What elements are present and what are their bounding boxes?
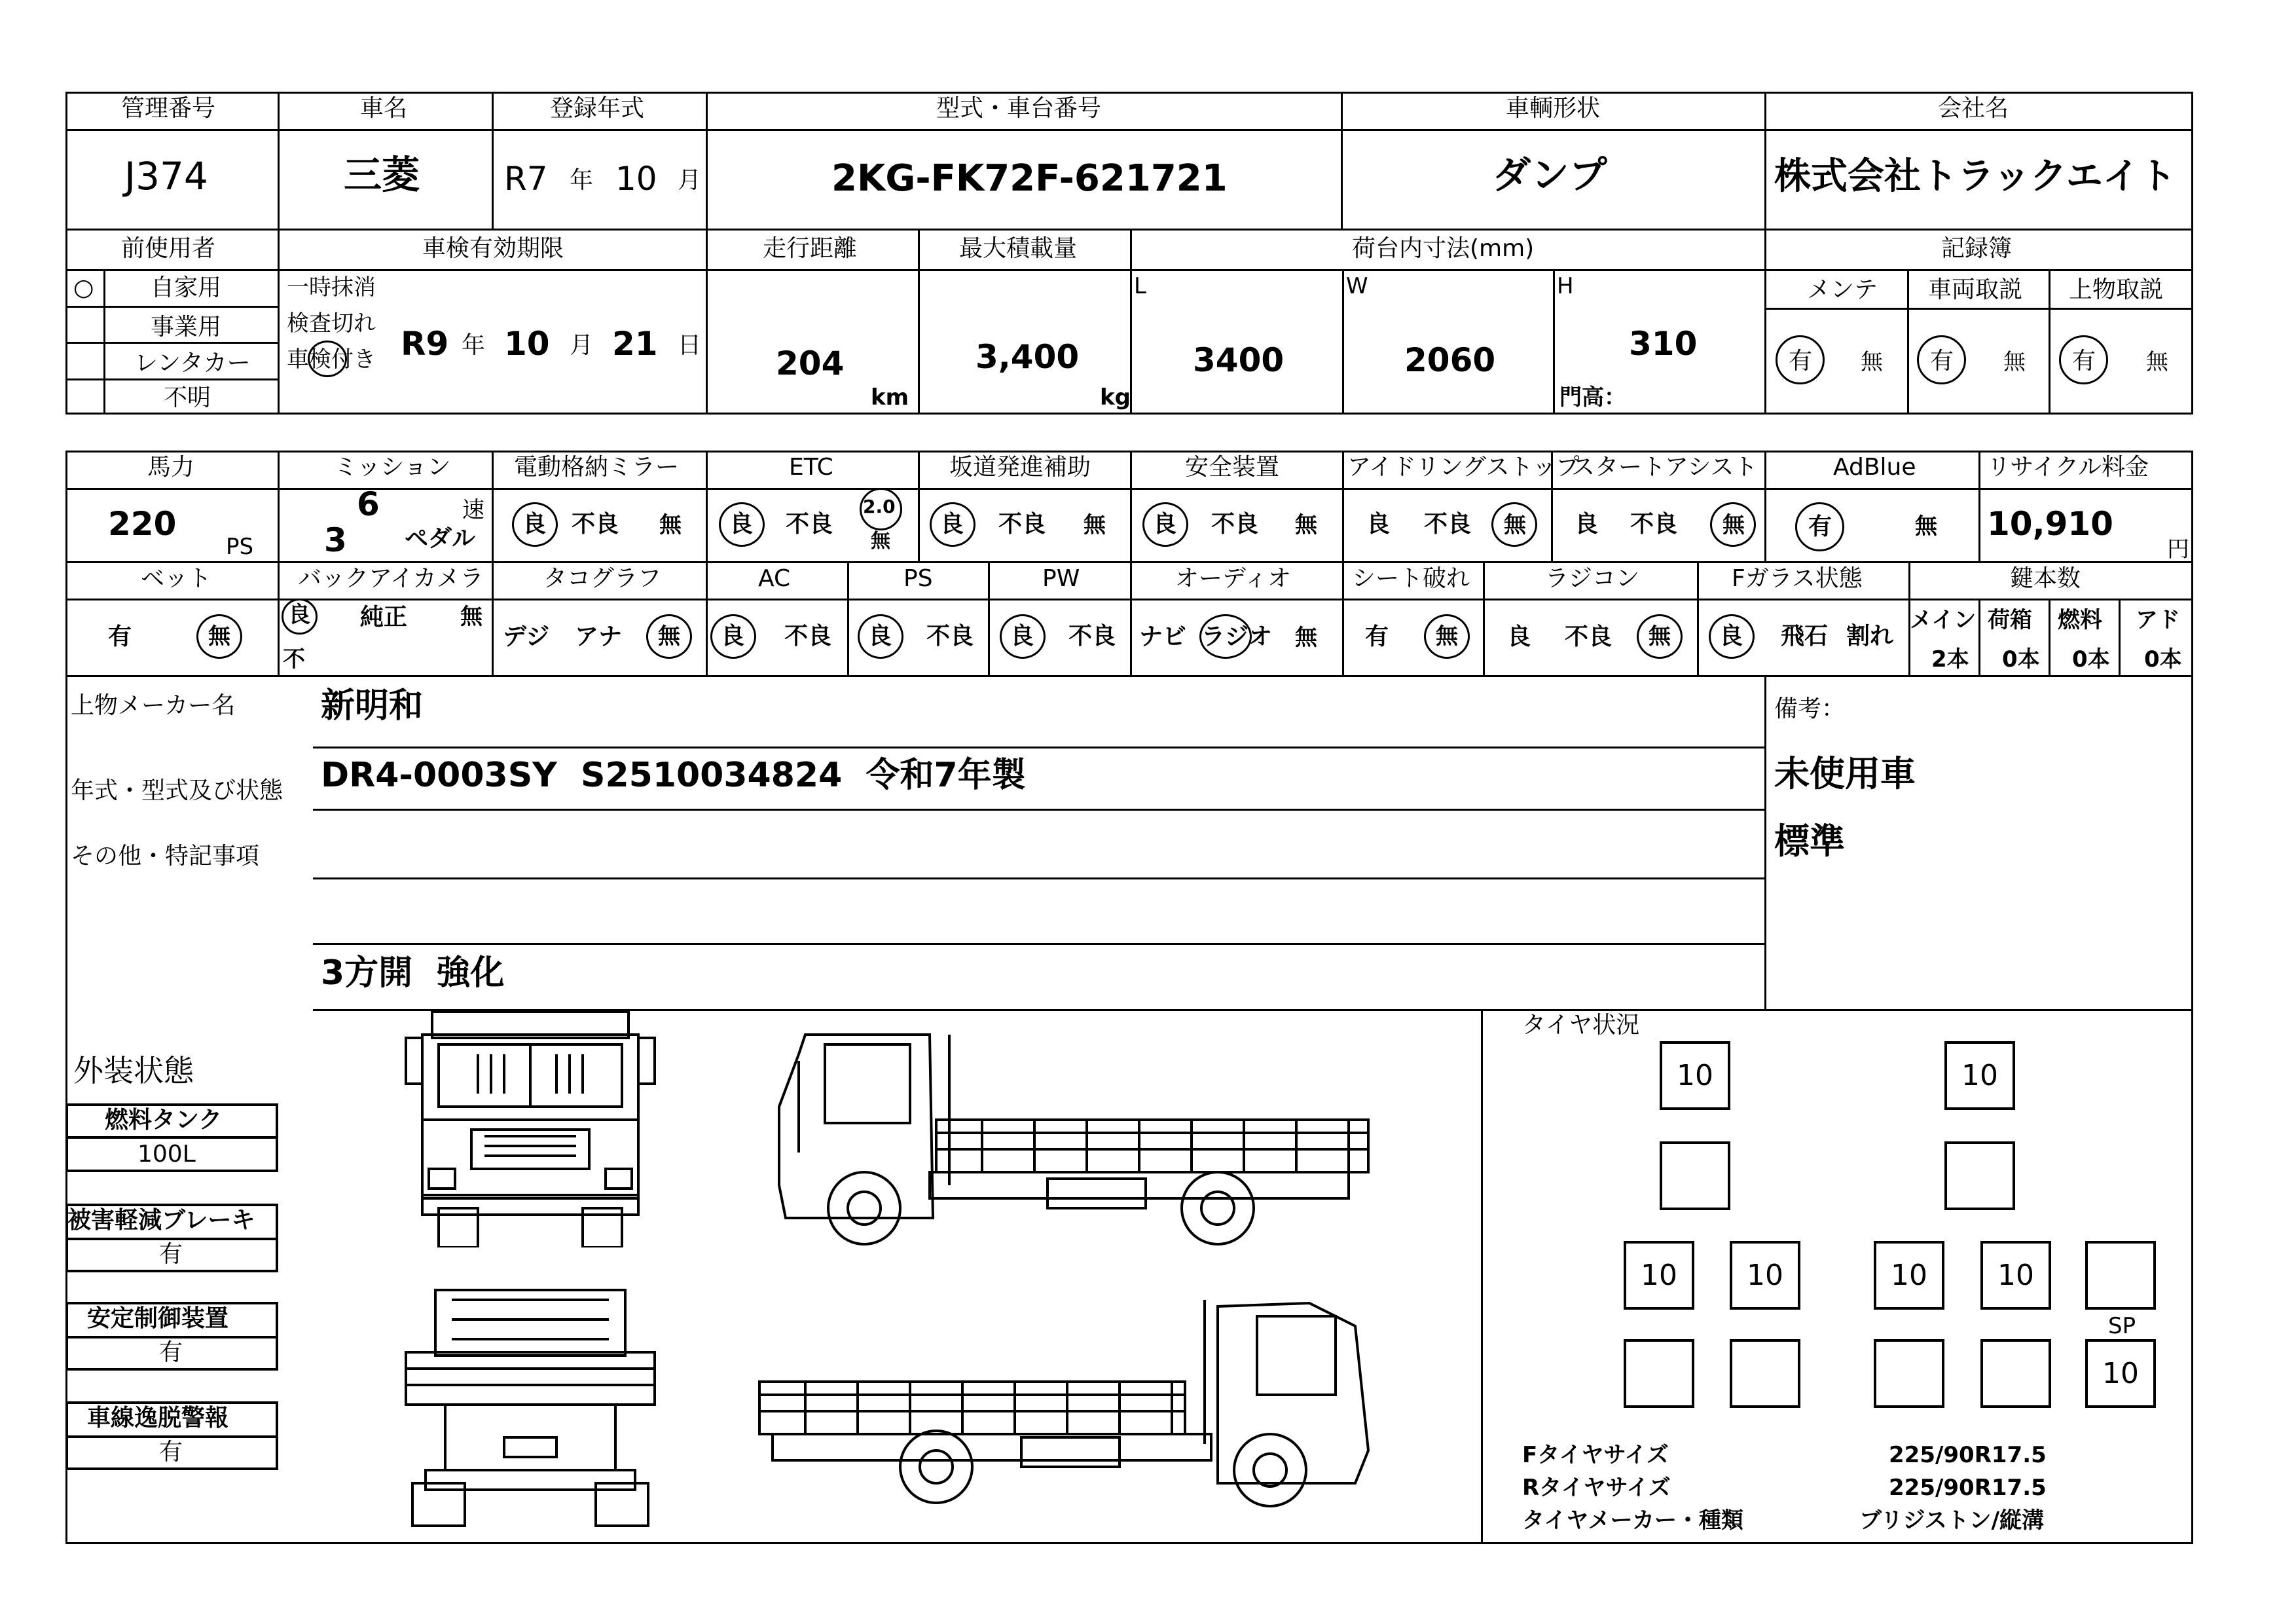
- reg-month: 10: [615, 160, 657, 198]
- tire-extra-blank: [2085, 1241, 2156, 1310]
- label-radio-control: ラジコン: [1545, 565, 1640, 592]
- lane-departure-value: 有: [159, 1439, 183, 1466]
- vehicle-maker: 三菱: [344, 153, 420, 197]
- reg-month-unit: 月: [678, 167, 702, 194]
- label-max-load: 最大積載量: [959, 235, 1078, 262]
- insp-year-unit: 年: [462, 332, 486, 359]
- label-body-shape: 車輌形状: [1506, 95, 1601, 122]
- truck-left-side-view: [773, 1022, 1381, 1251]
- key-main-label: メイン: [1910, 607, 1977, 633]
- dim-l-value: 3400: [1193, 341, 1285, 379]
- pedals-value: 3: [324, 521, 347, 559]
- tire-maker-label: タイヤメーカー・種類: [1522, 1507, 1743, 1534]
- insp-era: R9: [401, 325, 449, 363]
- key-fuel-count: 0本: [2072, 646, 2110, 673]
- tire-rear-inner-right: 10: [1874, 1241, 1944, 1310]
- key-cargo-label: 荷箱: [1988, 607, 2032, 633]
- rc-good: 良: [1507, 623, 1531, 650]
- insp-day-unit: 日: [678, 332, 702, 359]
- safety-none: 無: [1295, 512, 1317, 538]
- hill-bad: 不良: [998, 511, 1046, 538]
- label-ps: PS: [903, 565, 933, 592]
- recycle-fee-unit: 円: [2167, 536, 2189, 563]
- tire-rear-inner-left-blank: [1730, 1339, 1800, 1408]
- body-shape-value: ダンプ: [1493, 153, 1607, 197]
- glass-crack: 割れ: [1846, 623, 1894, 650]
- label-idling-stop: アイドリングストップ: [1347, 454, 1580, 481]
- tire-status-title: タイヤ状況: [1522, 1012, 1640, 1039]
- label-inspection-expiry: 車検有効期限: [422, 235, 564, 262]
- vmanual-no: 無: [2003, 349, 2026, 375]
- mirror-good: 良: [522, 511, 547, 538]
- pedals-unit: ペダル: [405, 525, 476, 552]
- dim-l-label: L: [1134, 273, 1146, 299]
- label-hill-start: 坂道発進補助: [949, 454, 1091, 481]
- rc-none: 無: [1649, 623, 1671, 650]
- label-bed: ベット: [141, 565, 212, 592]
- mgmt-number: J374: [124, 154, 208, 198]
- truck-front-view: [399, 1005, 668, 1247]
- pw-bad: 不良: [1068, 623, 1116, 650]
- label-seat-tear: シート破れ: [1352, 565, 1470, 592]
- insp-temp-deregistered: 一時抹消: [287, 274, 376, 301]
- assist-bad: 不良: [1630, 511, 1678, 538]
- tire-rear-inner-left: 10: [1730, 1241, 1800, 1310]
- stability-control-label: 安定制御装置: [87, 1305, 229, 1332]
- prev-user-mark: ○: [73, 274, 94, 301]
- truck-right-side-view: [746, 1287, 1388, 1522]
- pw-good: 良: [1010, 623, 1034, 650]
- f-tire-size: 225/90R17.5: [1889, 1442, 2047, 1468]
- camera-bad: 不: [283, 646, 305, 673]
- tire-front-left: 10: [1660, 1041, 1730, 1110]
- key-adblue-count: 0本: [2144, 646, 2182, 673]
- maint-no: 無: [1861, 349, 1883, 375]
- audio-navi: ナビ: [1139, 623, 1187, 650]
- tire-rear-outer-left-blank: [1624, 1339, 1694, 1408]
- mirror-bad: 不良: [572, 511, 619, 538]
- idle-none: 無: [1504, 512, 1526, 538]
- label-remarks: 備考：: [1774, 695, 1846, 722]
- label-body-maker: 上物メーカー名: [71, 692, 236, 719]
- bed-yes: 有: [108, 623, 132, 650]
- rc-bad: 不良: [1565, 623, 1613, 650]
- tire-rear-inner-right-blank: [1874, 1339, 1944, 1408]
- bmanual-yes: 有: [2072, 348, 2096, 375]
- ac-good: 良: [721, 623, 745, 650]
- camera-good: 良: [288, 602, 310, 628]
- label-adblue: AdBlue: [1833, 454, 1916, 481]
- label-tachograph: タコグラフ: [543, 565, 662, 592]
- label-bed-dimensions: 荷台内寸法(mm): [1352, 235, 1535, 262]
- idle-good: 良: [1366, 511, 1391, 538]
- dim-w-label: W: [1346, 273, 1368, 299]
- label-mileage: 走行距離: [763, 235, 858, 262]
- tire-rear-outer-left: 10: [1624, 1241, 1694, 1310]
- f-tire-size-label: Fタイヤサイズ: [1522, 1442, 1669, 1468]
- label-company: 会社名: [1938, 95, 2009, 122]
- audio-radio: ラジオ: [1201, 623, 1273, 650]
- insp-month-unit: 月: [570, 332, 594, 359]
- label-record-book: 記録簿: [1941, 235, 2013, 262]
- tire-rear-outer-right-blank: [1980, 1339, 2051, 1408]
- tire-rear-outer-right: 10: [1980, 1241, 2051, 1310]
- remark-standard: 標準: [1774, 821, 1845, 862]
- ac-bad: 不良: [784, 623, 832, 650]
- other-notes-value: 3方開 強化: [321, 953, 505, 993]
- dim-h-value: 310: [1629, 325, 1698, 363]
- mileage-value: 204: [776, 344, 845, 382]
- etc-bad: 不良: [786, 511, 833, 538]
- safety-bad: 不良: [1211, 511, 1259, 538]
- max-load-value: 3,400: [975, 338, 1080, 376]
- bed-none: 無: [208, 623, 230, 650]
- collision-brake-label: 被害軽減ブレーキ: [67, 1207, 255, 1234]
- seat-yes: 有: [1365, 623, 1389, 650]
- safety-good: 良: [1153, 511, 1177, 538]
- assist-good: 良: [1575, 511, 1599, 538]
- label-other-notes: その他・特記事項: [71, 843, 260, 870]
- body-spec-value: DR4-0003SY S2510034824 令和7年製: [321, 756, 1026, 795]
- prev-user-private: 自家用: [151, 274, 222, 301]
- r-tire-size-label: Rタイヤサイズ: [1522, 1475, 1671, 1501]
- bmanual-no: 無: [2146, 349, 2168, 375]
- gears-value: 6: [357, 485, 380, 523]
- mirror-none: 無: [659, 512, 682, 538]
- label-pw: PW: [1042, 565, 1080, 592]
- hp-value: 220: [108, 505, 177, 543]
- label-front-glass: Fガラス状態: [1732, 565, 1863, 592]
- label-transmission: ミッション: [334, 454, 451, 481]
- glass-good: 良: [1719, 623, 1743, 650]
- hill-good: 良: [940, 511, 964, 538]
- lane-departure-label: 車線逸脱警報: [87, 1405, 229, 1431]
- etc-good: 良: [729, 511, 754, 538]
- tacho-digital: デジ: [503, 623, 550, 650]
- insp-day: 21: [612, 325, 658, 363]
- assist-none: 無: [1722, 512, 1745, 538]
- label-vehicle-name: 車名: [360, 95, 408, 122]
- model-chassis-number: 2KG-FK72F-621721: [831, 157, 1228, 200]
- etc-version: 2.0: [863, 496, 896, 517]
- insp-expired: 検査切れ: [287, 310, 376, 337]
- ps-good: 良: [868, 623, 892, 650]
- label-ac: AC: [758, 565, 791, 592]
- label-back-camera: バックアイカメラ: [298, 565, 484, 592]
- camera-genuine: 純正: [360, 604, 408, 631]
- adblue-none: 無: [1915, 513, 1937, 540]
- label-power-mirror: 電動格納ミラー: [514, 454, 680, 481]
- label-body-manual: 上物取説: [2069, 276, 2164, 303]
- tire-front-left-blank: [1660, 1141, 1730, 1210]
- maint-yes: 有: [1789, 348, 1813, 375]
- stability-control-value: 有: [159, 1339, 183, 1366]
- exterior-title: 外装状態: [73, 1053, 194, 1088]
- label-maintenance: メンテ: [1807, 276, 1878, 303]
- label-vehicle-manual: 車両取説: [1928, 276, 2023, 303]
- gears-unit: 速: [462, 497, 484, 523]
- truck-rear-view: [399, 1287, 668, 1529]
- key-fuel-label: 燃料: [2058, 607, 2102, 633]
- label-audio: オーディオ: [1175, 565, 1292, 592]
- reg-year-unit: 年: [570, 167, 594, 194]
- label-model-chassis: 型式・車台番号: [936, 95, 1102, 122]
- prev-user-rental: レンタカー: [134, 350, 251, 377]
- tacho-none: 無: [658, 623, 680, 650]
- label-reg-year: 登録年式: [550, 95, 645, 122]
- audio-none: 無: [1295, 625, 1317, 651]
- ps-bad: 不良: [926, 623, 974, 650]
- glass-chip: 飛石: [1781, 623, 1829, 650]
- camera-none: 無: [460, 604, 483, 630]
- tacho-analog: アナ: [575, 623, 623, 650]
- key-cargo-count: 0本: [2002, 646, 2040, 673]
- load-unit: kg: [1100, 384, 1131, 411]
- tire-front-right-blank: [1944, 1141, 2015, 1210]
- prev-user-unknown: 不明: [164, 384, 211, 411]
- label-prev-user: 前使用者: [121, 235, 216, 262]
- insp-month: 10: [504, 325, 550, 363]
- remark-unused: 未使用車: [1774, 753, 1916, 794]
- prev-user-business: 事業用: [151, 314, 222, 341]
- body-maker-value: 新明和: [321, 686, 424, 726]
- insp-valid: 車検付き: [287, 346, 376, 373]
- fuel-tank-value: 100L: [137, 1141, 196, 1168]
- gate-height-label: 門高：: [1559, 384, 1626, 411]
- label-start-assist: スタートアシスト: [1571, 454, 1758, 481]
- label-horsepower: 馬力: [147, 454, 195, 481]
- label-etc: ETC: [789, 454, 833, 481]
- r-tire-size: 225/90R17.5: [1889, 1475, 2047, 1501]
- label-body-spec: 年式・型式及び状態: [71, 777, 283, 804]
- key-adblue-label: アド: [2136, 607, 2180, 633]
- seat-none: 無: [1436, 623, 1458, 650]
- hill-none: 無: [1084, 512, 1106, 538]
- key-main-count: 2本: [1931, 646, 1969, 673]
- tire-spare: 10: [2085, 1339, 2156, 1408]
- tire-front-right: 10: [1944, 1041, 2015, 1110]
- label-recycle-fee: リサイクル料金: [1987, 454, 2149, 481]
- hp-unit: PS: [226, 534, 254, 560]
- company-name: 株式会社トラックエイト: [1774, 155, 2176, 198]
- idle-bad: 不良: [1424, 511, 1472, 538]
- collision-brake-value: 有: [159, 1241, 183, 1268]
- adblue-yes: 有: [1808, 513, 1832, 540]
- dim-w-value: 2060: [1404, 341, 1496, 379]
- spare-label: SP: [2108, 1313, 2136, 1339]
- reg-era: R7: [504, 160, 548, 198]
- fuel-tank-label: 燃料タンク: [105, 1107, 223, 1134]
- label-mgmt-no: 管理番号: [121, 95, 216, 122]
- recycle-fee-value: 10,910: [1987, 505, 2113, 543]
- dim-h-label: H: [1557, 273, 1574, 299]
- label-safety-device: 安全装置: [1185, 454, 1280, 481]
- etc-none: 無: [871, 530, 890, 553]
- tire-maker: ブリジストン/縦溝: [1859, 1507, 2045, 1534]
- vmanual-yes: 有: [1930, 348, 1954, 375]
- label-key-count: 鍵本数: [2010, 565, 2081, 592]
- mileage-unit: km: [871, 384, 909, 411]
